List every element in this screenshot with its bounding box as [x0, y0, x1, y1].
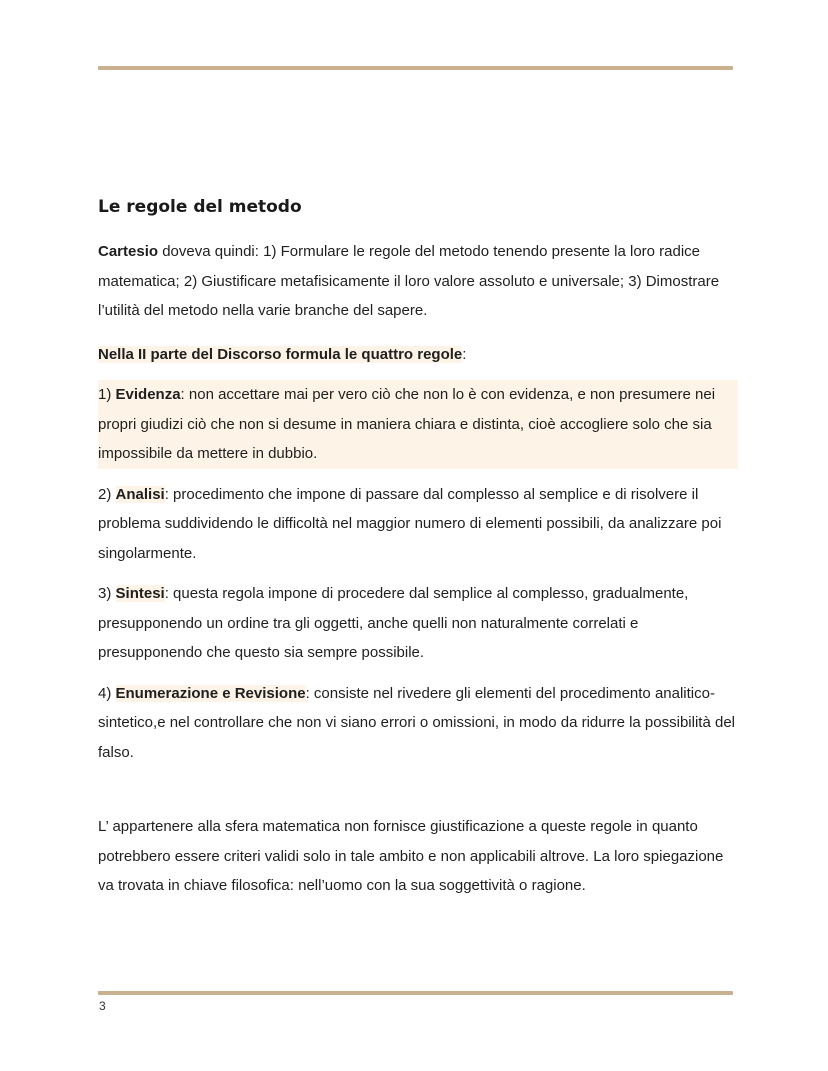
section-heading: Le regole del metodo: [98, 197, 302, 217]
page-content: [98, 193, 738, 901]
top-divider: [98, 66, 733, 70]
rules-intro-text: Nella II parte del Discorso formula le quattro regole: [98, 345, 463, 363]
rule-3-number: 3): [98, 585, 116, 602]
rule-1-text: : non accettare mai per vero ciò che non lo è con evidenza, e non presumere nei propri giudizi ciò che non si desume in maniera chiara e distinta, cioè accogliere solo che sia impossibile da mettere in dubbio.: [98, 386, 716, 462]
rule-3-paragraph: [98, 579, 738, 668]
conclusion-paragraph: L’ appartenere alla sfera matematica non fornisce giustificazione a queste regole in quanto potrebbero essere criteri validi solo in tale ambito e non applicabili altrove. La loro spiegazione va trovata in chiave filosofica: nell’uomo con la sua soggettività o ragione.: [98, 818, 724, 894]
page-number: 3: [99, 999, 106, 1013]
intro-paragraph: [98, 237, 738, 326]
bottom-divider: [98, 991, 733, 995]
rules-intro-paragraph: [98, 340, 738, 370]
intro-text: doveva quindi: 1) Formulare le regole del metodo tenendo presente la loro radice matematica; 2) Giustificare metafisicamente il loro valore assoluto e universale; 3) Dimostrare l’utilità del metodo nella varie branche del sapere.: [98, 243, 720, 319]
rules-intro-suffix: :: [462, 345, 467, 363]
rule-2-number: 2): [98, 485, 116, 503]
intro-subject: Cartesio: [98, 243, 159, 260]
rule-4-text: : consiste nel rivedere gli elementi del procedimento analitico-sintetico,e nel controllare che non vi siano errori o omissioni, in modo da ridurre la possibilità del falso.: [98, 684, 735, 761]
rule-2-paragraph: [98, 480, 738, 569]
rule-1-number: 1): [98, 386, 116, 403]
rule-1-paragraph: [98, 380, 738, 469]
rule-1-term: Evidenza: [115, 386, 181, 403]
rule-4-number: 4): [98, 684, 116, 702]
rule-4-term: Enumerazione e Revisione: [115, 684, 306, 702]
rule-4-paragraph: [98, 679, 738, 768]
rule-2-text: : procedimento che impone di passare dal complesso al semplice e di risolvere il problema suddividendo le difficoltà nel maggior numero di elementi possibili, da analizzare poi singolarmente.: [98, 485, 722, 562]
rule-2-term: Analisi: [115, 485, 165, 503]
rule-3-text: : questa regola impone di procedere dal semplice al complesso, gradualmente, presupponendo un ordine tra gli oggetti, anche quelli non naturalmente correlati e presupponendo che questo sia sempre possibile.: [98, 585, 689, 661]
rule-3-term: Sintesi: [115, 585, 165, 602]
